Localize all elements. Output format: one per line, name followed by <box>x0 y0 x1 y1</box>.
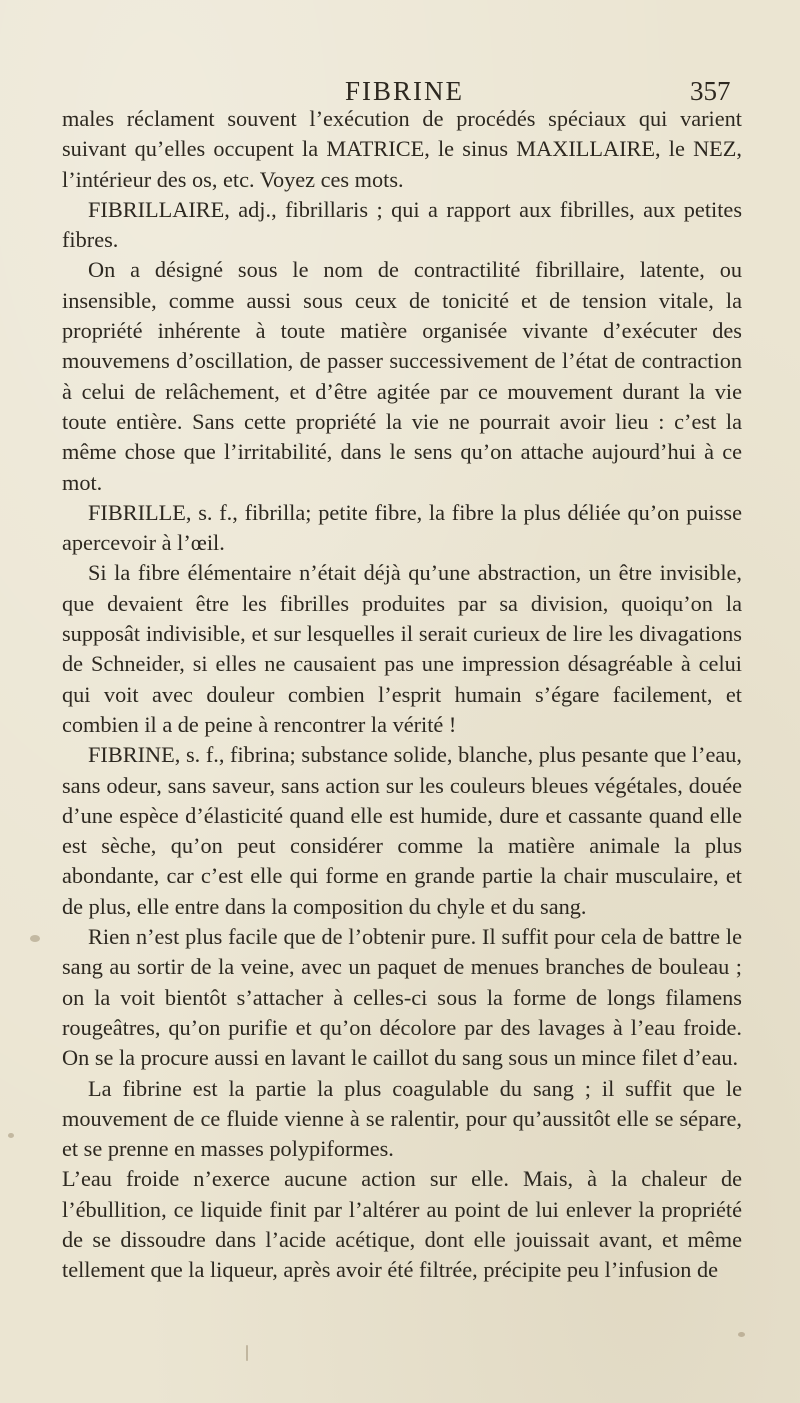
running-title: FIBRINE <box>345 76 465 106</box>
running-head <box>0 72 800 106</box>
paragraph-coagulable: La fibrine est la partie la plus coagulable du sang ; il suffit que le mouvement de ce fluide vienne à se ralentir, pour qu’aussitôt elle se sépare, et se prenne en masses polypiformes. <box>62 1075 742 1162</box>
paper-stain <box>8 1133 14 1138</box>
paragraph-obtenir-pure: Rien n’est plus facile que de l’obtenir pure. Il suffit pour cela de battre le sang au sortir de la veine, avec un paquet de menues branches de bouleau ; on la voit bientôt s’attacher à celles-ci sous la forme de longs filamens rougeâtres, qu’on purifie et qu’on décolore par des lavages à l’eau froide. On se la procure aussi en lavant le caillot du sang sous un mince filet d’eau. <box>62 924 742 1071</box>
paper-stain <box>738 1332 745 1337</box>
paragraph-fibre-elementaire: Si la fibre élémentaire n’était déjà qu’une abstraction, un être invisible, que devaient être les fibrilles produites par sa division, quoiqu’on la supposât indivisible, et sur lesquelles il serait curieux de lire les divagations de Schneider, si elles ne causaient pas une impression désagréable à celui qui voit avec douleur combien l’esprit humain s’égare facilement, et combien il a de peine à rencontrer la vérité ! <box>62 560 742 737</box>
paragraph-continuation: males réclament souvent l’exécution de procédés spéciaux qui varient suivant qu’elles occupent la MATRICE, le sinus MAXILLAIRE, le NEZ, l’intérieur des os, etc. Voyez ces mots. <box>62 106 742 192</box>
paragraph-contractilite: On a désigné sous le nom de contractilité fibrillaire, latente, ou insensible, comme aussi sous ceux de tonicité et de tension vitale, la propriété inhérente à toute matière organisée vivante d’exécuter des mouvemens d’oscillation, de passer successivement de l’état de contraction à celui de relâchement, et d’être agitée par ce mouvement durant la vie toute entière. Sans cette propriété la vie ne pourrait avoir lieu : c’est la même chose que l’irritabilité, dans le sens qu’on attache aujourd’hui à ce mot. <box>62 257 742 495</box>
body-text <box>62 104 742 1286</box>
paragraph-fibrille-entry: FIBRILLE, s. f., fibrilla; petite fibre, la fibre la plus déliée qu’on puisse apercevoir à l’œil. <box>62 499 742 556</box>
paragraph-fibrillaire-entry: FIBRILLAIRE, adj., fibrillaris ; qui a rapport aux fibrilles, aux petites fibres. <box>62 196 742 253</box>
paragraph-eau-froide: L’eau froide n’exerce aucune action sur elle. Mais, à la chaleur de l’ébullition, ce liquide finit par l’altérer au point de lui enlever la propriété de se dissoudre dans l’acide acétique, dont elle jouissait avant, et même tellement que la liqueur, après avoir été filtrée, précipite peu l’infusion de <box>62 1166 742 1283</box>
paragraph-fibrine-entry: FIBRINE, s. f., fibrina; substance solide, blanche, plus pesante que l’eau, sans odeur, sans saveur, sans action sur les couleurs bleues végétales, douée d’une espèce d’élasticité quand elle est humide, dure et cassante quand elle est sèche, qu’on peut considérer comme la matière animale la plus abondante, car c’est elle qui forme en grande partie la chair musculaire, et de plus, elle entre dans la composition du chyle et du sang. <box>62 742 742 919</box>
paper-stain <box>246 1345 248 1361</box>
page-number: 357 <box>690 76 731 106</box>
paper-stain <box>30 935 40 942</box>
